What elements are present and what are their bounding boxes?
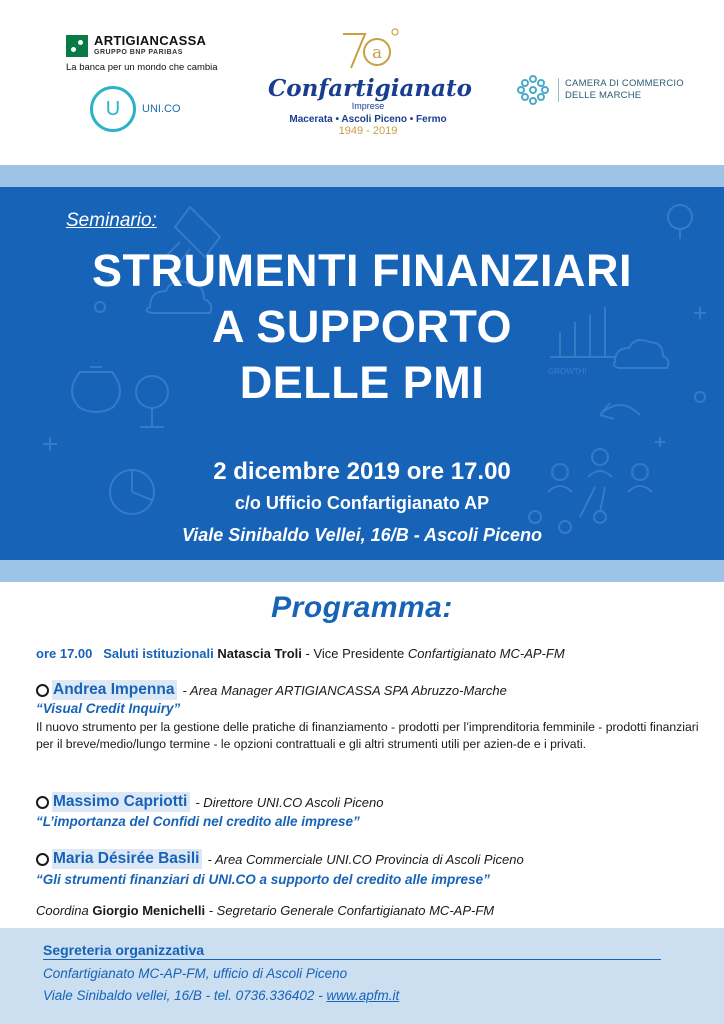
seminar-label: Seminario: (66, 210, 157, 231)
opening-label: Saluti istituzionali (103, 646, 214, 661)
speaker-topic-1: “Visual Credit Inquiry” (36, 701, 181, 716)
footer-line-1: Confartigianato MC-AP-FM, ufficio di Ascoli Piceno (43, 966, 348, 981)
footer-heading: Segreteria organizzativa (43, 942, 661, 960)
footer-address-phone: Viale Sinibaldo vellei, 16/B - tel. 0736.336402 - (43, 988, 327, 1003)
confartigianato-name: Confartigianato (268, 75, 472, 102)
opening-org: Confartigianato MC-AP-FM (407, 646, 565, 661)
speaker-name-1: Andrea Impenna (52, 680, 177, 700)
camera-line2: DELLE MARCHE (565, 90, 642, 101)
artigiancassa-logo (66, 34, 226, 73)
seventy-years-emblem-icon (325, 26, 411, 72)
footer-line-2 (43, 988, 399, 1003)
unico-name: UNI.CO (142, 103, 181, 115)
speaker-description-1: Il nuovo strumento per la gestione delle pratiche di finanziamento - prodotti per l’imprenditoria femminile - prodotti finanziari per il breve/medio/lungo termine - le opzioni contrattuali e gli altri strumenti utili per azien-de e i privati. (36, 720, 699, 751)
coordinator-role: - Segretario Generale Confartigianato MC-AP-FM (208, 903, 495, 918)
bank-name: ARTIGIANCASSA (94, 33, 207, 48)
coordinator-name: Giorgio Menichelli (92, 903, 206, 918)
band-top-stripe (0, 165, 724, 187)
camera-line1: CAMERA DI COMMERCIO (565, 78, 684, 89)
hero-band (0, 187, 724, 560)
title-line-3: DELLE PMI (239, 357, 485, 408)
speaker-role-2: - Direttore UNI.CO Ascoli Piceno (195, 794, 384, 810)
event-date: 2 dicembre 2019 ore 17.00 (213, 458, 511, 485)
opening-time: ore 17.00 (36, 646, 93, 661)
bullet-icon (36, 796, 49, 809)
event-venue: c/o Ufficio Confartigianato AP (234, 493, 490, 513)
bullet-icon (36, 853, 49, 866)
opening-person: Natascia Troli (217, 646, 302, 661)
speaker-name-3: Maria Désirée Basili (52, 849, 202, 869)
camera-dots-icon (516, 74, 550, 106)
bank-tagline: La banca per un mondo che cambia (66, 62, 218, 73)
seminar-title (0, 243, 724, 411)
program-title: Programma: (271, 591, 453, 624)
event-address: Viale Sinibaldo Vellei, 16/B - Ascoli Piceno (181, 525, 543, 545)
speaker-name-2: Massimo Capriotti (52, 792, 190, 812)
confartigianato-cities: Macerata • Ascoli Piceno • Fermo (289, 114, 447, 125)
speaker-role-3: - Area Commerciale UNI.CO Provincia di Ascoli Piceno (207, 851, 524, 867)
website-link[interactable]: www.apfm.it (326, 988, 400, 1003)
band-bottom-stripe (0, 560, 724, 582)
coordinator-row (36, 902, 494, 920)
speaker-row-2 (36, 792, 383, 812)
bullet-icon (36, 684, 49, 697)
confartigianato-years: 1949 - 2019 (338, 125, 398, 137)
speaker-role-1: - Area Manager ARTIGIANCASSA SPA Abruzzo-Marche (182, 682, 507, 698)
unico-logo (90, 86, 181, 132)
title-line-1: STRUMENTI FINANZIARI (92, 245, 632, 296)
camera-commercio-logo (516, 74, 684, 106)
footer (0, 928, 724, 1024)
coordinator-label: Coordina (36, 903, 89, 918)
speaker-row-3 (36, 849, 524, 869)
opening-role: - Vice Presidente (301, 646, 408, 661)
growth-decor-text: GROWTH! (548, 367, 587, 376)
unico-mark-icon: U (90, 86, 136, 132)
confartigianato-subtitle: Imprese (351, 101, 385, 111)
speaker-row-1 (36, 680, 507, 700)
bnp-stars-icon (66, 35, 88, 57)
bank-group: GRUPPO BNP PARIBAS (94, 49, 183, 56)
opening-row (36, 645, 565, 663)
confartigianato-logo (268, 26, 472, 137)
svg-text:a: a (372, 43, 383, 63)
title-line-2: A SUPPORTO (211, 301, 513, 352)
speaker-topic-2: “L’importanza del Confidi nel credito alle imprese” (36, 814, 360, 829)
speaker-topic-3: “Gli strumenti finanziari di UNI.CO a supporto del credito alle imprese” (36, 872, 490, 887)
